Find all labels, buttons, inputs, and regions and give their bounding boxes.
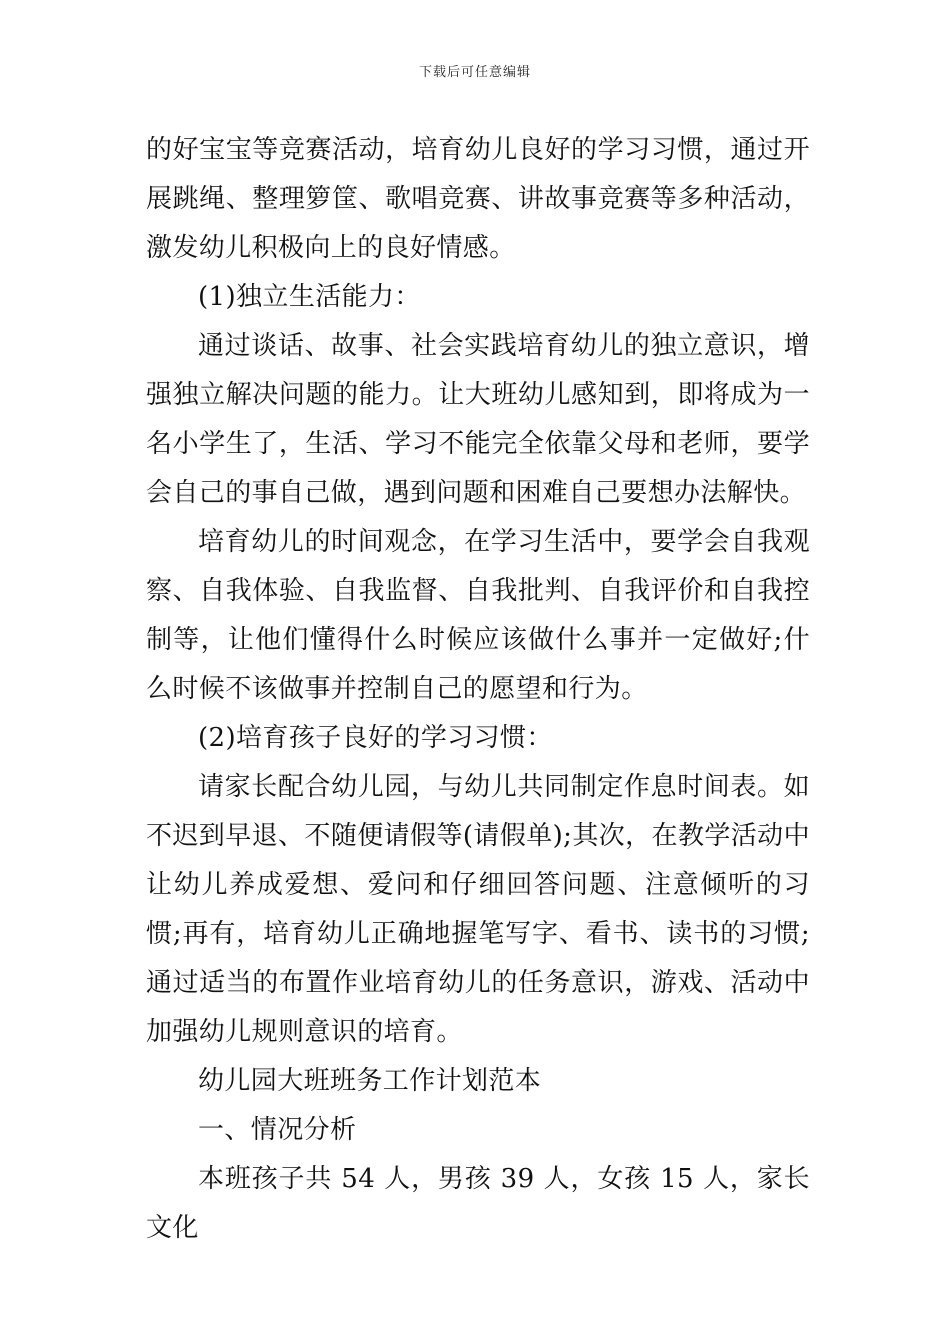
document-body: [146, 126, 810, 1253]
document-subtitle: 幼儿园大班班务工作计划范本: [198, 1066, 542, 1096]
paragraph-time-concept: 培育幼儿的时间观念，在学习生活中，要学会自我观察、自我体验、自我监督、自我批判、自我评价和自我控制等，让他们懂得什么时候应该做什么事并一定做好;什么时候不该做事并控制自己的愿望和行为。: [146, 527, 810, 704]
section-heading-independent-living: (1)独立生活能力：: [198, 282, 421, 312]
paragraph-study-habits: 请家长配合幼儿园，与幼儿共同制定作息时间表。如不迟到早退、不随便请假等(请假单);其次，在教学活动中让幼儿养成爱想、爱问和仔细回答问题、注意倾听的习惯;再有，培育幼儿正确地握笔写字、看书、读书的习惯;通过适当的布置作业培育幼儿的任务意识，游戏、活动中加强幼儿规则意识的培育。: [146, 772, 810, 1047]
paragraph-class-stats: 本班孩子共 54 人，男孩 39 人，女孩 15 人，家长文化: [146, 1164, 810, 1243]
paragraph-intro-continuation: 的好宝宝等竞赛活动，培育幼儿良好的学习习惯，通过开展跳绳、整理箩筐、歌唱竞赛、讲故事竞赛等多种活动，激发幼儿积极向上的良好情感。: [146, 135, 810, 263]
section-heading-study-habits: (2)培育孩子良好的学习习惯：: [198, 723, 553, 753]
section-heading-situation-analysis: 一、情况分析: [198, 1115, 357, 1145]
paragraph-independent-awareness: 通过谈话、故事、社会实践培育幼儿的独立意识，增强独立解决问题的能力。让大班幼儿感知到，即将成为一名小学生了，生活、学习不能完全依靠父母和老师，要学会自己的事自己做，遇到问题和困难自己要想办法解快。: [146, 331, 810, 508]
page-header: 下载后可任意编辑: [418, 65, 531, 80]
